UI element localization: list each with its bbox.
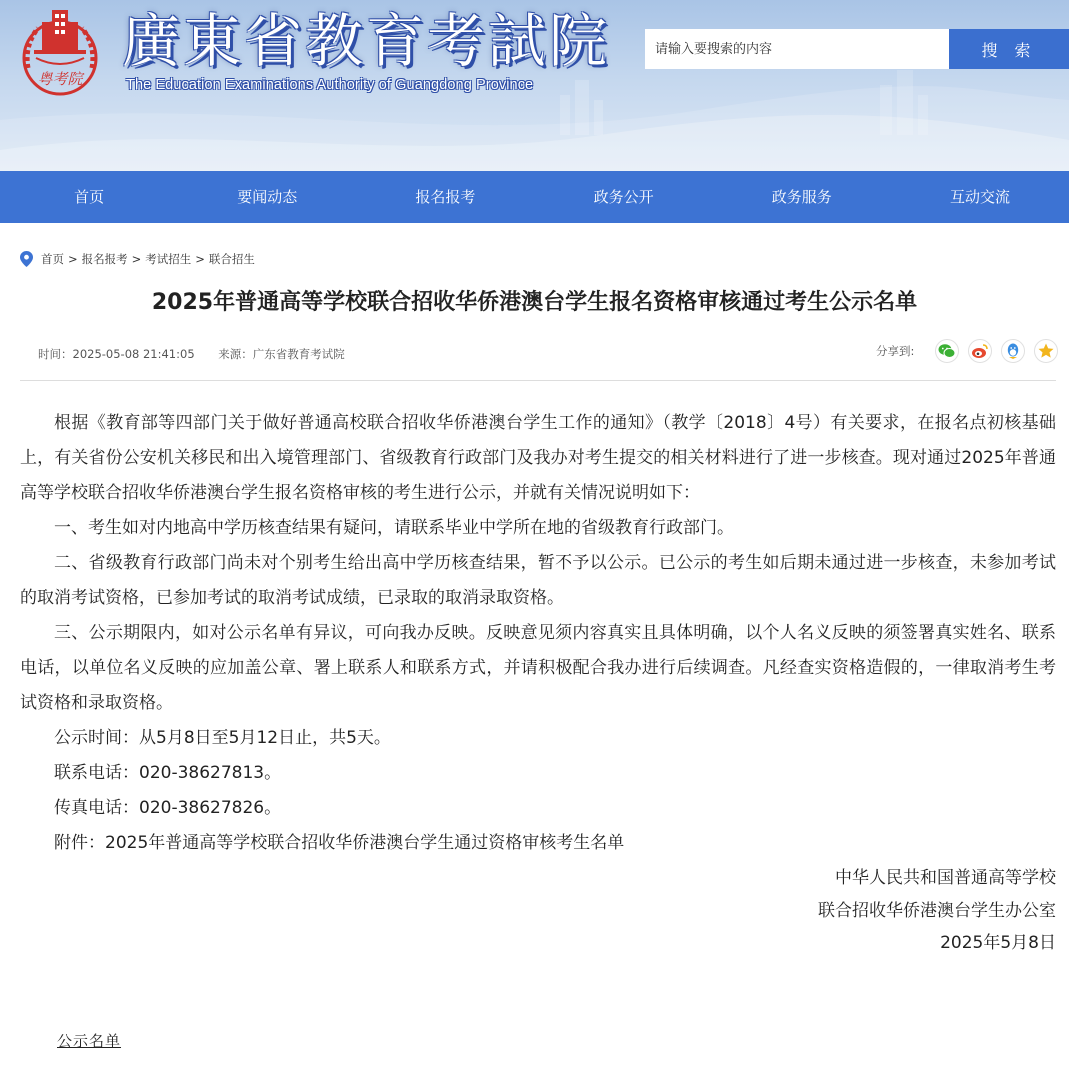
nav-item-government-services[interactable]: 政务服务 — [771, 188, 832, 206]
breadcrumb-joint-admission[interactable]: 联合招生 — [208, 252, 255, 266]
logo-emblem-icon — [12, 6, 108, 102]
breadcrumb-registration[interactable]: 报名报考 — [81, 252, 128, 266]
main-nav — [0, 171, 1069, 223]
breadcrumb-separator: > — [131, 252, 142, 266]
paragraph-attachment: 附件：2025年普通高等学校联合招收华侨港澳台学生通过资格审核考生名单 — [54, 833, 625, 853]
qq-icon[interactable] — [1001, 339, 1025, 363]
breadcrumb-exam-admission[interactable]: 考试招生 — [145, 252, 192, 266]
share-label: 分享到: — [876, 344, 915, 358]
paragraph-item-1: 一、考生如对内地高中学历核查结果有疑问，请联系毕业中学所在地的省级教育行政部门。 — [54, 518, 734, 538]
nav-item-government-affairs[interactable]: 政务公开 — [593, 188, 654, 206]
wechat-icon[interactable] — [935, 339, 959, 363]
article-source: 来源：广东省教育考试院 — [218, 347, 345, 361]
search-button[interactable]: 搜 索 — [949, 29, 1069, 69]
breadcrumb-separator: > — [195, 252, 205, 266]
breadcrumb-home[interactable]: 首页 — [41, 252, 64, 266]
breadcrumb-separator: > — [68, 252, 78, 266]
paragraph-item-3: 三、公示期限内，如对公示名单有异议，可向我办反映。反映意见须内容真实且具体明确，以个人名义反映的须签署真实姓名、联系电话，以单位名义反映的应加盖公章、署上联系人和联系方式，并请积极配合我办进行后续调查。凡经查实资格造假的，一律取消考生考试资格和录取资格。 — [20, 623, 1056, 713]
paragraph-publicity-period: 公示时间：从5月8日至5月12日止，共5天。 — [54, 728, 391, 748]
signature-date: 2025年5月8日 — [940, 933, 1056, 953]
share-bar — [876, 339, 1058, 363]
qzone-icon[interactable] — [1034, 339, 1058, 363]
publish-time: 时间：2025-05-08 21:41:05 — [38, 347, 195, 361]
signature-line-1: 中华人民共和国普通高等学校 — [835, 868, 1056, 888]
nav-item-news[interactable]: 要闻动态 — [237, 188, 298, 206]
nav-item-home[interactable]: 首页 — [74, 188, 105, 206]
paragraph-intro: 根据《教育部等四部门关于做好普通高校联合招收华侨港澳台学生工作的通知》（教学〔2018〕4号）有关要求，在报名点初核基础上，有关省份公安机关移民和出入境管理部门、省级教育行政部门及我办对考生提交的相关材料进行了进一步核查。现对通过2025年普通高等学校联合招收华侨港澳台学生报名资格审核的考生进行公示，并就有关情况说明如下： — [20, 413, 1056, 503]
signature-line-2: 联合招收华侨港澳台学生办公室 — [818, 900, 1056, 921]
paragraph-item-2: 二、省级教育行政部门尚未对个别考生给出高中学历核查结果，暂不予以公示。已公示的考生如后期未通过进一步核查，未参加考试的取消考试资格，已参加考试的取消考试成绩，已录取的取消录取资格。 — [20, 553, 1056, 608]
breadcrumb — [20, 250, 255, 268]
article-meta — [38, 346, 365, 362]
attachment-link[interactable]: 公示名单 — [57, 1032, 122, 1050]
paragraph-fax: 传真电话：020-38627826。 — [54, 798, 282, 818]
location-pin-icon — [20, 251, 33, 267]
nav-item-registration[interactable]: 报名报考 — [415, 188, 476, 206]
divider — [20, 380, 1056, 381]
weibo-icon[interactable] — [968, 339, 992, 363]
article-body — [20, 406, 1056, 861]
signature-block — [656, 862, 1056, 960]
paragraph-phone: 联系电话：020-38627813。 — [54, 763, 282, 783]
header-banner — [0, 0, 1069, 171]
search-input[interactable] — [645, 29, 949, 69]
nav-item-interaction[interactable]: 互动交流 — [949, 188, 1010, 206]
article-title: 2025年普通高等学校联合招收华侨港澳台学生报名资格审核通过考生公示名单 — [151, 290, 918, 315]
svg-text:粤考院: 粤考院 — [37, 70, 83, 88]
site-title-english: The Education Examinations Authority of Guangdong Province — [126, 77, 534, 93]
site-title: 廣東省教育考試院 — [122, 7, 611, 75]
